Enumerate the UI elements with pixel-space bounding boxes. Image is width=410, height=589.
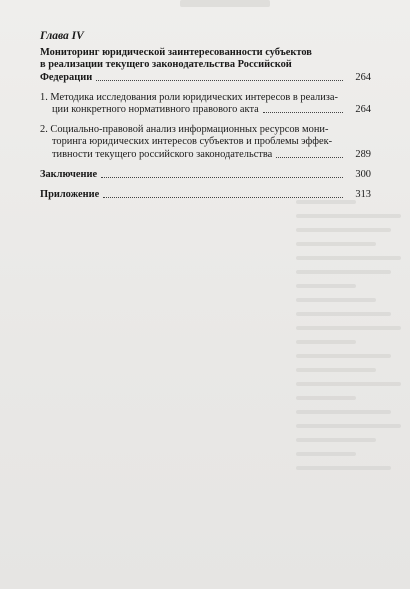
page-number: 289 xyxy=(355,148,371,160)
chapter-heading: Глава IV xyxy=(40,30,84,42)
dot-leader xyxy=(276,157,343,158)
section-entry xyxy=(40,47,371,84)
page-number: 313 xyxy=(355,189,371,201)
dot-leader xyxy=(263,112,343,113)
subsection-entry xyxy=(40,124,371,161)
entry-title: Приложение xyxy=(40,189,100,201)
section-title-line: Мониторинг юридической заинтересованности субъектов xyxy=(40,47,312,59)
section-title-line: в реализации текущего законодательства Российской xyxy=(40,59,292,71)
entry-line: 2. Социально-правовой анализ информационных ресурсов мони- xyxy=(40,124,329,136)
appendix-entry xyxy=(40,189,371,201)
bleed-through-text xyxy=(296,200,410,589)
entry-line: 1. Методика исследования роли юридических интересов в реализа- xyxy=(40,91,338,103)
entry-line: ции конкретного нормативного правового акта xyxy=(52,104,259,116)
entry-line: тивности текущего российского законодательства xyxy=(52,148,273,160)
page-number: 300 xyxy=(355,168,371,180)
section-title-line: Федерации xyxy=(40,71,93,83)
dot-leader xyxy=(101,177,343,178)
page-number: 264 xyxy=(355,104,371,116)
table-of-contents xyxy=(40,30,371,201)
dot-leader xyxy=(103,197,343,198)
subsection-entry xyxy=(40,92,371,116)
bleed-through-mark xyxy=(180,0,270,7)
entry-title: Заключение xyxy=(40,168,98,180)
dot-leader xyxy=(96,80,343,81)
entry-line: торинга юридических интересов субъектов и проблемы эффек- xyxy=(52,136,333,148)
page-number: 264 xyxy=(355,71,371,83)
conclusion-entry xyxy=(40,169,371,181)
